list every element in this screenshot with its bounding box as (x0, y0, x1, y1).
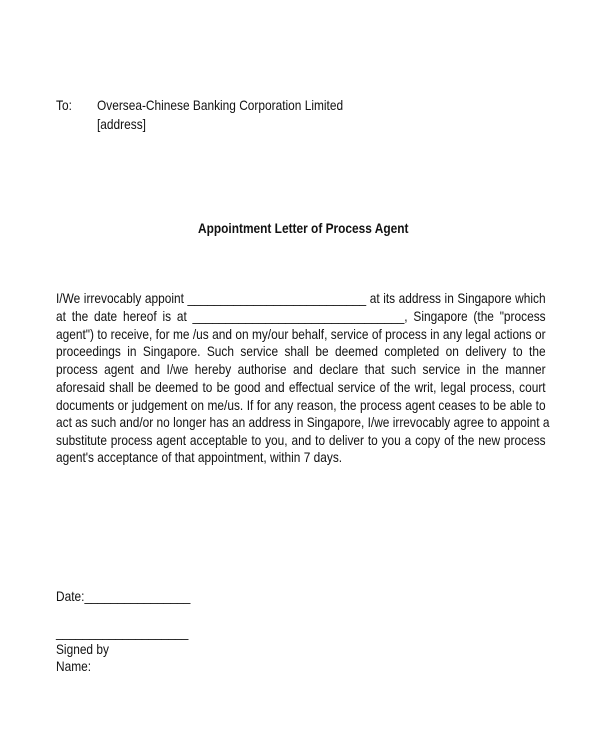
date-field: Date:________________ (56, 588, 191, 604)
name-label: Name: (56, 658, 92, 674)
recipient-name: Oversea-Chinese Banking Corporation Limited (97, 97, 344, 113)
body-line: I/We irrevocably appoint ___________________________ at its address in Singapore which (56, 290, 546, 306)
letter-title: Appointment Letter of Process Agent (198, 220, 409, 236)
body-line: process agent and I/we hereby authorise and declare that such service in the manner (56, 361, 546, 377)
body-line: aforesaid shall be deemed to be good and effectual service of the writ, legal process, court (56, 379, 546, 395)
to-label: To: (56, 97, 72, 113)
body-line: at the date hereof is at ________________________________, Singapore (the "process (56, 308, 546, 324)
body-line: act as such and/or no longer has an address in Singapore, I/we irrevocably agree to appoint a (56, 414, 550, 430)
recipient-address: [address] (97, 116, 146, 132)
signed-by-label: Signed by (56, 641, 109, 657)
signature-line: ____________________ (56, 624, 189, 640)
body-line: proceedings in Singapore. Such service shall be deemed completed on delivery to the (56, 343, 546, 359)
body-line: agent's acceptance of that appointment, within 7 days. (56, 449, 343, 465)
body-line: agent") to receive, for me /us and on my/our behalf, service of process in any legal actions or (56, 326, 546, 342)
body-line: documents or judgement on me/us. If for any reason, the process agent ceases to be able to (56, 397, 546, 413)
body-line: substitute process agent acceptable to you, and to deliver to you a copy of the new process (56, 432, 546, 448)
